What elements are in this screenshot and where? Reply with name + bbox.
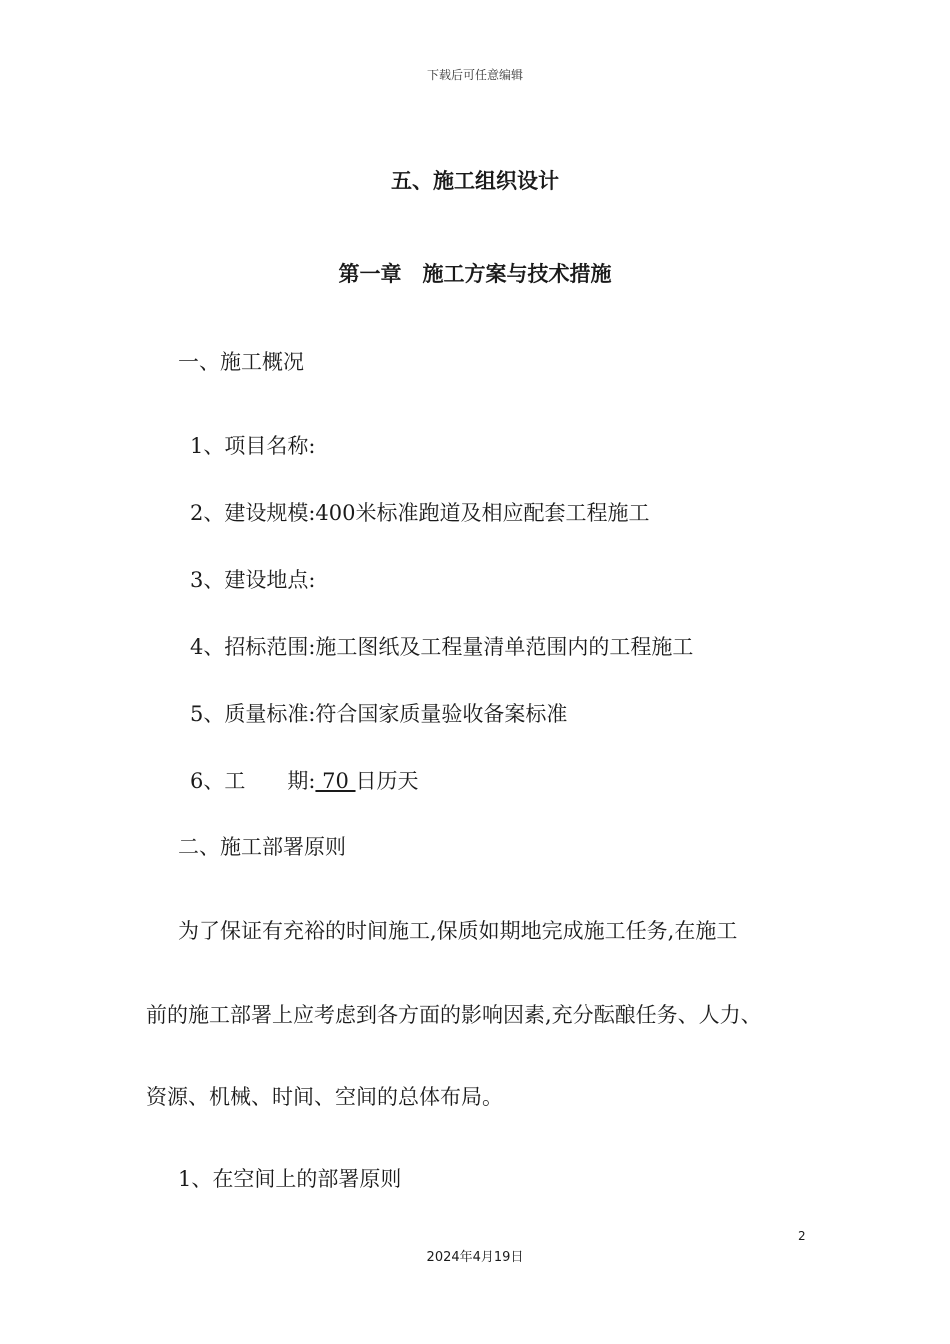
list-item: 3、建设地点: (190, 568, 316, 592)
page-header-note: 下载后可任意编辑 (426, 68, 523, 82)
footer-date: 2024年4月19日 (426, 1250, 524, 1265)
list-item-duration (190, 765, 419, 795)
list-item: 2、建设规模:400米标准跑道及相应配套工程施工 (190, 501, 650, 525)
paragraph-line: 为了保证有充裕的时间施工,保质如期地完成施工任务,在施工 (178, 919, 738, 943)
list-item: 5、质量标准:符合国家质量验收备案标准 (190, 702, 568, 726)
chapter-heading: 第一章 施工方案与技术措施 (338, 262, 612, 286)
paragraph-line: 前的施工部署上应考虑到各方面的影响因素,充分酝酿任务、人力、 (146, 1003, 762, 1027)
section-heading-deployment: 二、施工部署原则 (178, 835, 346, 859)
duration-unit: 日历天 (355, 769, 419, 793)
list-item: 1、项目名称: (190, 434, 316, 458)
duration-value: 70 (315, 769, 356, 793)
list-item: 4、招标范围:施工图纸及工程量清单范围内的工程施工 (190, 635, 694, 659)
paragraph-line: 资源、机械、时间、空间的总体布局。 (146, 1085, 503, 1109)
section-heading-overview: 一、施工概况 (178, 350, 304, 374)
document-title: 五、施工组织设计 (391, 169, 559, 193)
page-number: 2 (798, 1229, 806, 1243)
subsection-heading: 1、在空间上的部署原则 (178, 1167, 402, 1191)
duration-label: 6、工 期: (190, 769, 316, 793)
